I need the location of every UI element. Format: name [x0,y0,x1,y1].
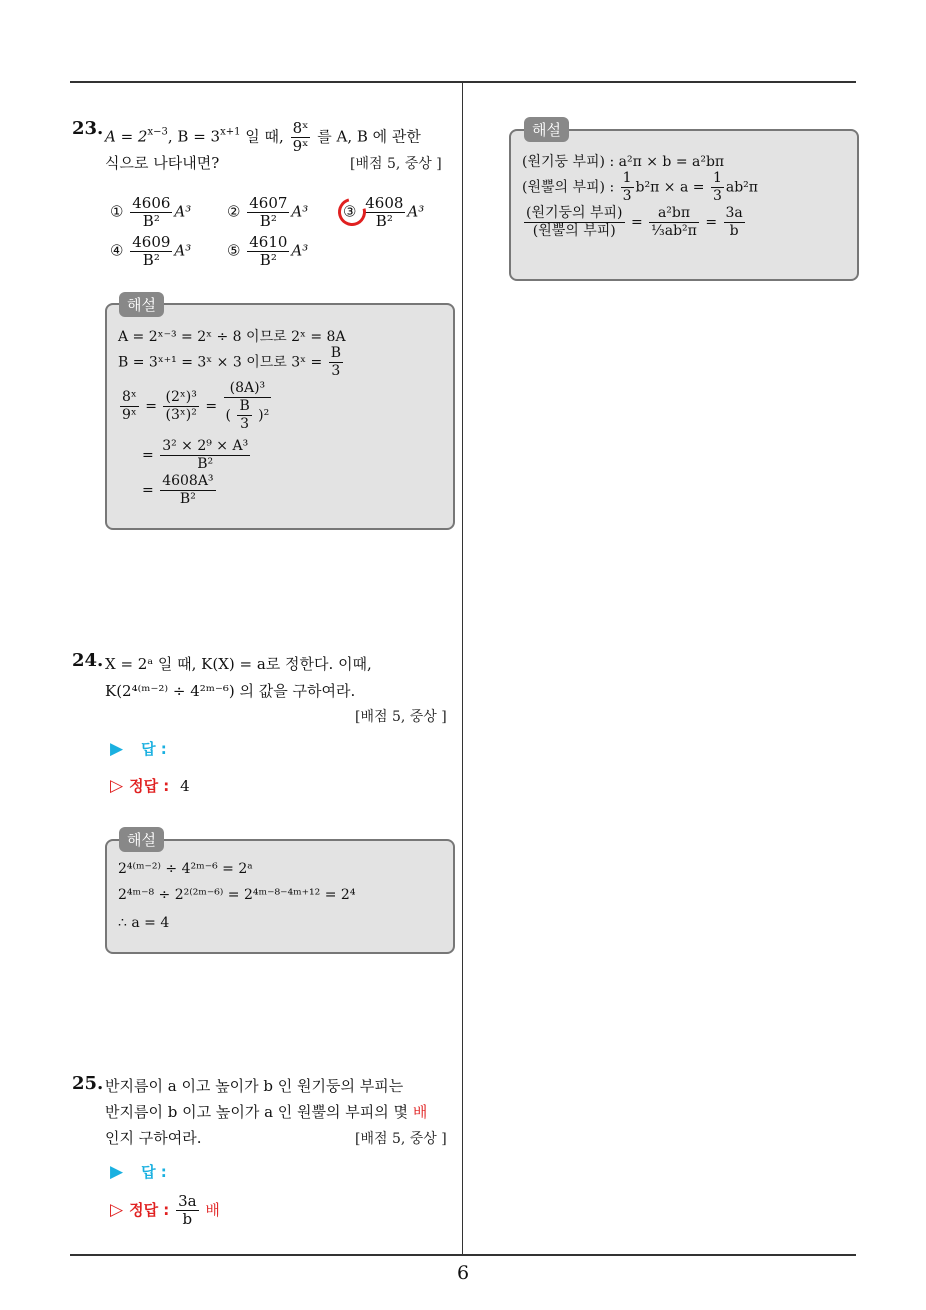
q25-line2-red: 배 [412,1103,428,1121]
choice-tail: A³ [291,241,309,260]
correct-value: 4 [180,777,190,795]
choice-tail: A³ [291,202,309,221]
q23-sol-frac2 [163,389,198,424]
frac-den: ( $\frac{B}{3}$ )² [225,398,270,432]
choice-tail: A³ [174,241,192,260]
frac-den: b [729,223,739,239]
q23-sol-line2-text: B = 3ˣ⁺¹ = 3ˣ × 3 이므로 3ˣ = [118,354,323,371]
frac-num: (8A)³ [224,380,272,398]
q24-line1: X = 2ᵃ 일 때, K(X) = a로 정한다. 이때, [105,655,372,673]
frac-den: 3 [331,363,341,379]
q25-line3: 인지 구하여라. [105,1129,202,1147]
choice-tail: A³ [174,202,192,221]
q23-choice-5[interactable] [227,234,308,269]
q23-meta: [배점 5, 중상 ] [350,156,442,172]
play-triangle-icon: ▶ [110,1162,124,1182]
q24-meta: [배점 5, 중상 ] [355,709,447,725]
choice-fraction [247,195,289,230]
q23-line1-c: 일 때, [240,127,284,146]
q23-solution-tab: 해설 [119,292,164,317]
frac-num: (원기둥의 부피) [526,205,623,221]
choice-denom: B² [259,212,277,230]
q25-answer-row[interactable] [110,1161,167,1182]
choice-number: ① [110,202,124,221]
correct-label: 정답 : [129,777,170,795]
choice-denom: B² [142,212,160,230]
choice-numer: 4610 [249,233,288,251]
q25-sol-line2 [522,170,758,205]
frac-den: 3 [240,416,250,432]
frac-den: ⅓ab²π [651,223,697,239]
q25-sol-line1: (원기둥 부피) : a²π × b = a²bπ [522,154,725,170]
frac-den: B² [179,491,196,507]
frac-den: (3ˣ)² [165,407,197,423]
column-divider [462,83,463,1255]
frac-num: a²bπ [649,205,699,223]
q23-sol-line1: A = 2ˣ⁻³ = 2ˣ ÷ 8 이므로 2ˣ = 8A [118,329,346,345]
bottom-rule [70,1254,856,1256]
q23-choice-1[interactable] [110,195,191,230]
frac-den: B² [197,456,214,472]
choice-number: ④ [110,241,124,260]
q23-sup-a: x−3 [147,126,168,138]
choice-numer: 4607 [249,194,288,212]
frac-num: 3a [725,205,743,221]
frac-one-third-2 [711,170,724,205]
play-triangle-icon: ▶ [110,739,124,759]
q24-sol-line2: 2⁴ᵐ⁻⁸ ÷ 2²⁽²ᵐ⁻⁶⁾ = 2⁴ᵐ⁻⁸⁻⁴ᵐ⁺¹² = 2⁴ [118,887,356,903]
choice-fraction [247,234,289,269]
q24-sol-line1: 2⁴⁽ᵐ⁻²⁾ ÷ 4²ᵐ⁻⁶ = 2ᵃ [118,861,253,877]
frac-num: 1 [622,170,632,186]
page-number: 6 [456,1262,470,1284]
choice-numer: 4608 [365,194,404,212]
q23-sol-line3: $\frac{\text{8ˣ}}{\text{9ˣ}}$ = $\frac{\text{(2ˣ)³}}{\text{(3ˣ)²}}$ = (8A)³ ( $\frac{B}{3}$ )² [122,380,270,432]
q25-line2-text: 반지름이 b 이고 높이가 a 인 원뿔의 부피의 몇 [105,1103,409,1121]
inner-frac [237,398,251,433]
q25-line2 [105,1101,427,1122]
q23-sup-b: x+1 [220,126,241,138]
q23-sol-line5: = $\frac{\text{4608A³}}{\text{B²}}$ [142,473,214,507]
q25-sol-frac2 [649,205,699,240]
choice-tail: A³ [407,202,425,221]
frac-num: B [239,398,250,414]
q24-line2: K(2⁴⁽ᵐ⁻²⁾ ÷ 4²ᵐ⁻⁶) 의 값을 구하여라. [105,682,356,700]
frac-den: b [182,1210,193,1228]
q24-answer-row[interactable] [110,738,167,759]
q23-sol-line2 [118,345,345,380]
correct-unit: 배 [205,1201,220,1219]
q23-line1-d: 를 A, B 에 관한 [317,127,421,146]
q23-fraction [291,120,311,155]
q23-sol-frac3 [224,380,272,433]
q25-solution-tab: 해설 [524,117,569,142]
q25-meta: [배점 5, 중상 ] [355,1131,447,1147]
choice-fraction [363,195,405,230]
q25-sol-line2-a: (원뿔의 부피) : [522,179,615,196]
question-number-25: 25. [72,1073,104,1094]
frac-num: 3a [178,1192,197,1210]
question-number-24: 24. [72,650,104,671]
choice-fraction [130,195,172,230]
frac-one-third [621,170,634,205]
q23-line1-a: A = 2 [105,127,148,146]
q25-sol-line2-c: ab²π [725,179,758,196]
q25-correct-row [110,1193,220,1228]
q25-sol-line3: $\frac{\text{(원기둥의 부피)}}{\text{(원뿔의 부피)}}$ = $\frac{\text{a²bπ}}{\text{⅓ab²π}}$ = $\frac{3a}{b}$ [526,205,743,239]
choice-denom: B² [375,212,393,230]
correct-fraction [176,1193,199,1228]
q24-solution-tab: 해설 [119,827,164,852]
q23-frac-num: 8ˣ [292,119,309,137]
answer-label: 답 : [141,1163,167,1181]
q23-sol-frac1 [120,389,139,424]
choice-number: ③ [343,202,357,221]
choice-number: ⑤ [227,241,241,260]
choice-numer: 4609 [132,233,171,251]
q23-sol-frac5 [160,473,215,508]
q25-sol-line2-b: b²π × a = [635,179,705,196]
q23-sol-line4: = $\frac{\text{3² × 2⁹ × A³}}{\text{B²}}$ [142,438,249,472]
question-number-23: 23. [72,118,104,139]
q24-sol-line3: ∴ a = 4 [118,915,170,931]
top-rule [70,81,856,83]
q24-correct-row [110,775,190,796]
frac-den: 3 [712,188,722,204]
choice-denom: B² [142,251,160,269]
q23-sol-frac4 [160,438,250,473]
q23-line1 [105,120,421,155]
frac-num: 4608A³ [162,473,214,489]
q25-sol-frac3 [724,205,745,240]
q23-choice-4[interactable] [110,234,191,269]
choice-number: ② [227,202,241,221]
choice-numer: 4606 [132,194,171,212]
q23-line2: 식으로 나타내면? [105,154,220,172]
frac-den: 9ˣ [122,407,137,423]
q23-sol-line2-frac [329,345,343,380]
frac-num: B [330,345,342,361]
frac-den: 3 [622,188,632,204]
frac-den: (원뿔의 부피) [532,223,616,239]
frac-num: 3² × 2⁹ × A³ [162,438,249,454]
q23-frac-den: 9ˣ [292,137,309,155]
q23-line1-b: , B = 3 [167,127,221,146]
frac-num: (2ˣ)³ [165,389,197,405]
correct-label: 정답 : [129,1201,170,1219]
outline-triangle-icon: ▷ [110,1200,124,1220]
q23-choice-2[interactable] [227,195,308,230]
outline-triangle-icon: ▷ [110,776,124,796]
answer-label: 답 : [141,740,167,758]
choice-denom: B² [259,251,277,269]
frac-num: 8ˣ [122,389,137,405]
frac-num: 1 [712,170,722,186]
q25-sol-ratio [524,205,625,240]
q25-line1: 반지름이 a 이고 높이가 b 인 원기둥의 부피는 [105,1077,404,1095]
choice-fraction [130,234,172,269]
